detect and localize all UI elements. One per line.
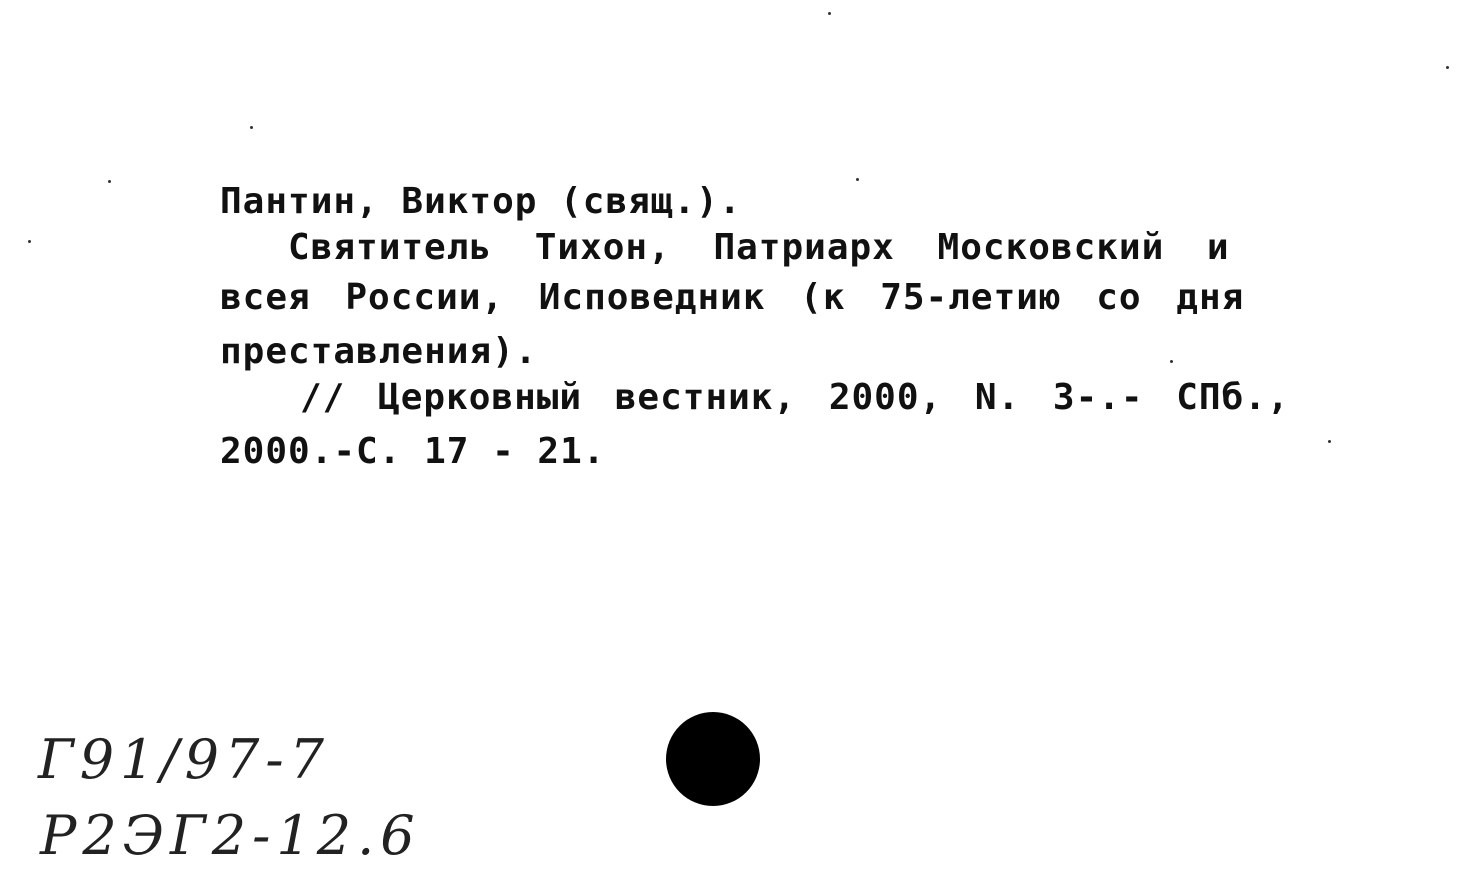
title-line-2: всея России, Исповедник (к 75-летию со дня (220, 277, 1245, 318)
punch-hole (666, 712, 760, 806)
scan-speck (250, 126, 253, 129)
scan-speck (856, 178, 859, 181)
title-line-3: преставления). (220, 331, 538, 372)
handwritten-shelf-mark: Г91/97-7 (38, 728, 330, 791)
scan-speck (1170, 360, 1173, 363)
scan-speck (108, 180, 111, 183)
scan-speck (1328, 440, 1331, 443)
source-line-2: 2000.-С. 17 - 21. (220, 431, 606, 472)
author-line: Пантин, Виктор (свящ.). (220, 181, 742, 222)
source-line-1: // Церковный вестник, 2000, N. 3-.- СПб., (300, 377, 1290, 418)
scan-speck (828, 12, 831, 15)
handwritten-classification-code: Р2ЭГ2-12.6 (40, 804, 421, 867)
scan-speck (28, 240, 31, 243)
scan-speck (1446, 66, 1449, 69)
title-line-1: Святитель Тихон, Патриарх Московский и (288, 227, 1230, 268)
